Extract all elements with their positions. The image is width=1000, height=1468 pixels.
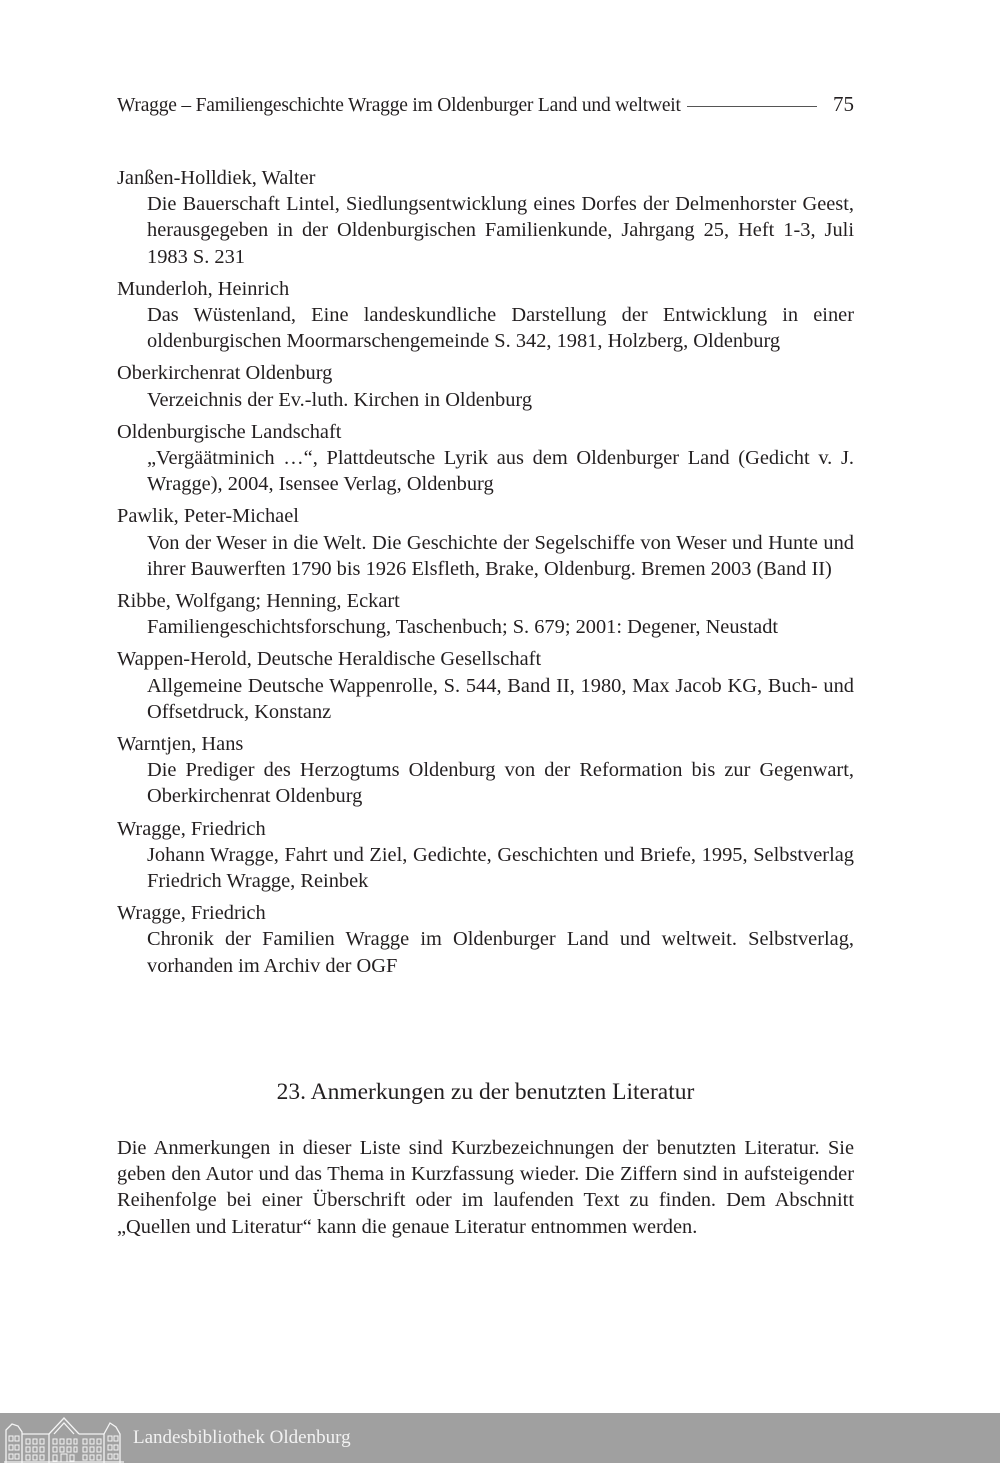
bibliography-entry [117,900,854,979]
entry-author: Wragge, Friedrich [117,902,266,925]
entry-author: Wragge, Friedrich [117,817,266,840]
bibliography-entry [117,276,854,355]
page-number: 75 [833,92,854,116]
entry-author: Janßen-Holldiek, Walter [117,167,316,189]
entry-author: Oberkirchenrat Oldenburg [117,362,333,385]
entry-author: Munderloh, Heinrich [117,277,290,300]
running-title: Wragge – Familiengeschichte Wragge im Oldenburger Land und weltweit [117,95,681,116]
section-paragraph: Die Anmerkungen in dieser Liste sind Kurzbezeichnungen der benutzten Literatur. Sie geben den Autor und das Thema in Kurzfassung wieder. Die Ziffern sind in aufsteigender Reihenfolge bei einer Überschrift oder im laufenden Text zu finden. Dem Abschnitt „Quellen und Literatur“ kann die genaue Literatur entnommen werden. [117,1137,854,1238]
entry-work: Johann Wragge, Fahrt und Ziel, Gedichte, Geschichten und Briefe, 1995, Selbstverlag Friedrich Wragge, Reinbek [147,843,854,893]
bibliography-entry [117,588,854,640]
bibliography-entry [117,646,854,725]
bibliography-entry [117,503,854,582]
bibliography-entry [117,165,854,270]
entry-work: Die Bauerschaft Lintel, Siedlungsentwicklung eines Dorfes der Delmenhorster Geest, herausgegeben in der Oldenburgischen Familienkunde, Jahrgang 25, Heft 1-3, Juli 1983 S. 231 [147,193,854,268]
entry-author: Ribbe, Wolfgang; Henning, Eckart [117,590,400,613]
entry-author: Warntjen, Hans [117,733,244,756]
entry-author: Oldenburgische Landschaft [117,420,342,443]
entry-work: Das Wüstenland, Eine landeskundliche Darstellung der Entwicklung in einer oldenburgischen Moormarschengemeinde S. 342, 1981, Holzberg, Oldenburg [147,304,854,353]
entry-work: Familiengeschichtsforschung, Taschenbuch; S. 679; 2001: Degener, Neustadt [147,616,779,639]
footer-bar [0,1413,1000,1463]
entry-work: Die Prediger des Herzogtums Oldenburg von der Reformation bis zur Gegenwart, Oberkirchenrat Oldenburg [147,759,854,808]
entry-author: Pawlik, Peter-Michael [117,505,299,528]
library-name: Landesbibliothek Oldenburg [133,1427,351,1448]
bibliography-entry [117,419,854,498]
bibliography-entry [117,816,854,895]
entry-work: „Vergäätminich …“, Plattdeutsche Lyrik aus dem Oldenburger Land (Gedicht v. J. Wragge), 2004, Isensee Verlag, Oldenburg [147,447,854,496]
running-head [117,92,854,120]
entry-work: Chronik der Familien Wragge im Oldenburger Land und weltweit. Selbstverlag, vorhanden im Archiv der OGF [147,928,854,977]
bibliography-list [117,165,854,985]
bibliography-entry [117,360,854,412]
bibliography-entry [117,731,854,810]
entry-author: Wappen-Herold, Deutsche Heraldische Gesellschaft [117,648,542,671]
entry-work: Allgemeine Deutsche Wappenrolle, S. 544, Band II, 1980, Max Jacob KG, Buch- und Offsetdruck, Konstanz [147,674,854,723]
header-rule [687,106,817,107]
entry-work: Von der Weser in die Welt. Die Geschichte der Segelschiffe von Weser und Hunte und ihrer Bauwerften 1790 bis 1926 Elsfleth, Brake, Oldenburg. Bremen 2003 (Band II) [147,531,854,580]
section-heading: 23. Anmerkungen zu der benutzten Literatur [276,1079,695,1105]
entry-work: Verzeichnis der Ev.-luth. Kirchen in Oldenburg [147,388,533,411]
library-building-icon [4,1414,124,1463]
